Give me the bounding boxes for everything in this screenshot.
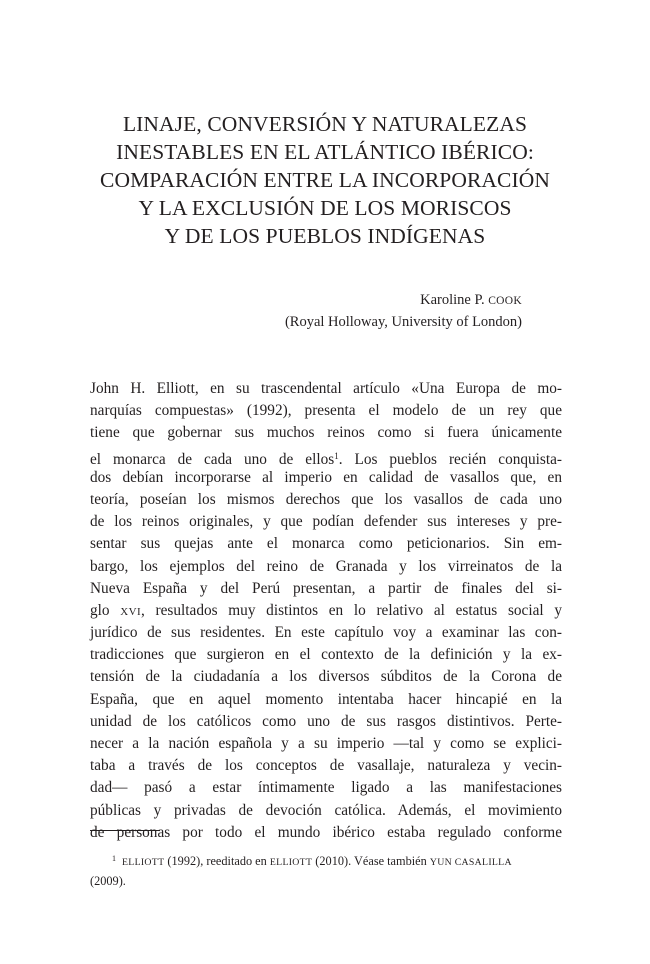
body-line: de los reinos originales, y que podían defender sus intereses y pre-: [90, 513, 562, 531]
body-line: tensión de la ciudadanía a los diversos súbditos de la Corona de: [90, 668, 562, 686]
chapter-title: [88, 110, 562, 250]
body-line: taba a través de los conceptos de vasallaje, naturaleza y vecin-: [90, 757, 562, 775]
body-line: [90, 600, 562, 622]
body-line: John H. Elliott, en su trascendental artículo «Una Europa de mo-: [90, 380, 562, 397]
footnote-divider: [90, 830, 160, 831]
author-first-name: Karoline P.: [420, 292, 485, 308]
body-line: unidad de los católicos como uno de sus rasgos distintivos. Perte-: [90, 712, 562, 730]
author-surname: COOK: [488, 295, 522, 307]
body-line: dos debían incorporarse al imperio en calidad de vasallos que, en: [90, 468, 562, 486]
body-line: Nueva España y del Perú presentan, a partir de finales del si-: [90, 579, 562, 597]
body-line: públicas y privadas de devoción católica. Además, el movimiento: [90, 801, 562, 819]
body-line-part: Los pueblos recién conquista-: [354, 450, 562, 468]
body-line: tiene que gobernar sus muchos reinos como si fuera únicamente: [90, 424, 562, 442]
footnote-line: (2009).: [90, 874, 126, 888]
footnote-author: YUN CASALILLA: [429, 857, 512, 868]
body-line: teoría, poseían los mismos derechos que los vasallos de cada uno: [90, 490, 562, 508]
body-line: narquías compuestas» (1992), presenta el modelo de un rey que: [90, 402, 562, 420]
footnote-reference[interactable]: 1: [334, 450, 339, 461]
body-line-part: glo: [90, 601, 110, 619]
body-line: de personas por todo el mundo ibérico estaba regulado conforme: [90, 823, 562, 841]
body-line: tradicciones que surgieron en el contexto de la definición y la ex-: [90, 646, 562, 664]
footnote-author: ELLIOTT: [122, 857, 165, 868]
author-name: [285, 290, 522, 312]
body-line: el monarca de cada uno de ellos$^1$. Los pueblos recién conquista-: [90, 450, 562, 468]
body-paragraph: [90, 378, 562, 844]
footnote-number: 1: [112, 854, 116, 863]
chapter-title-line: INESTABLES EN EL ATLÁNTICO IBÉRICO:: [116, 140, 534, 164]
footnote-author: ELLIOTT: [269, 857, 313, 868]
author-block: [285, 290, 522, 333]
body-line: bargo, los ejemplos del reino de Granada y los virreinatos de la: [90, 557, 562, 575]
footnote-text: (1992), reeditado en: [164, 854, 270, 868]
author-affiliation: (Royal Holloway, University of London): [284, 314, 522, 330]
chapter-title-line: Y DE LOS PUEBLOS INDÍGENAS: [164, 224, 486, 248]
chapter-title-line: Y LA EXCLUSIÓN DE LOS MORISCOS: [138, 196, 512, 220]
chapter-title-line: COMPARACIÓN ENTRE LA INCORPORACIÓN: [100, 168, 550, 192]
body-line: España, que en aquel momento intentaba hacer hincapié en la: [90, 690, 562, 708]
body-line: dad— pasó a estar íntimamente ligado a las manifestaciones: [90, 779, 562, 797]
footnote-text: (2010). Véase también: [312, 854, 430, 868]
footnote-line: [90, 850, 562, 872]
chapter-title-line: LINAJE, CONVERSIÓN Y NATURALEZAS: [122, 112, 528, 136]
body-line: sentar sus quejas ante el monarca como peticionarios. Sin em-: [90, 535, 562, 553]
body-line: necer a la nación española y a su imperio —tal y como se explici-: [90, 735, 562, 752]
footnote: [90, 850, 562, 890]
century-numeral: XVI: [120, 605, 142, 618]
body-line-part: el monarca de cada uno de ellos: [90, 450, 335, 468]
body-line: jurídico de sus residentes. En este capítulo voy a examinar las con-: [90, 624, 562, 642]
body-line-part: , resultados muy distintos en lo relativo al estatus social y: [141, 601, 562, 619]
